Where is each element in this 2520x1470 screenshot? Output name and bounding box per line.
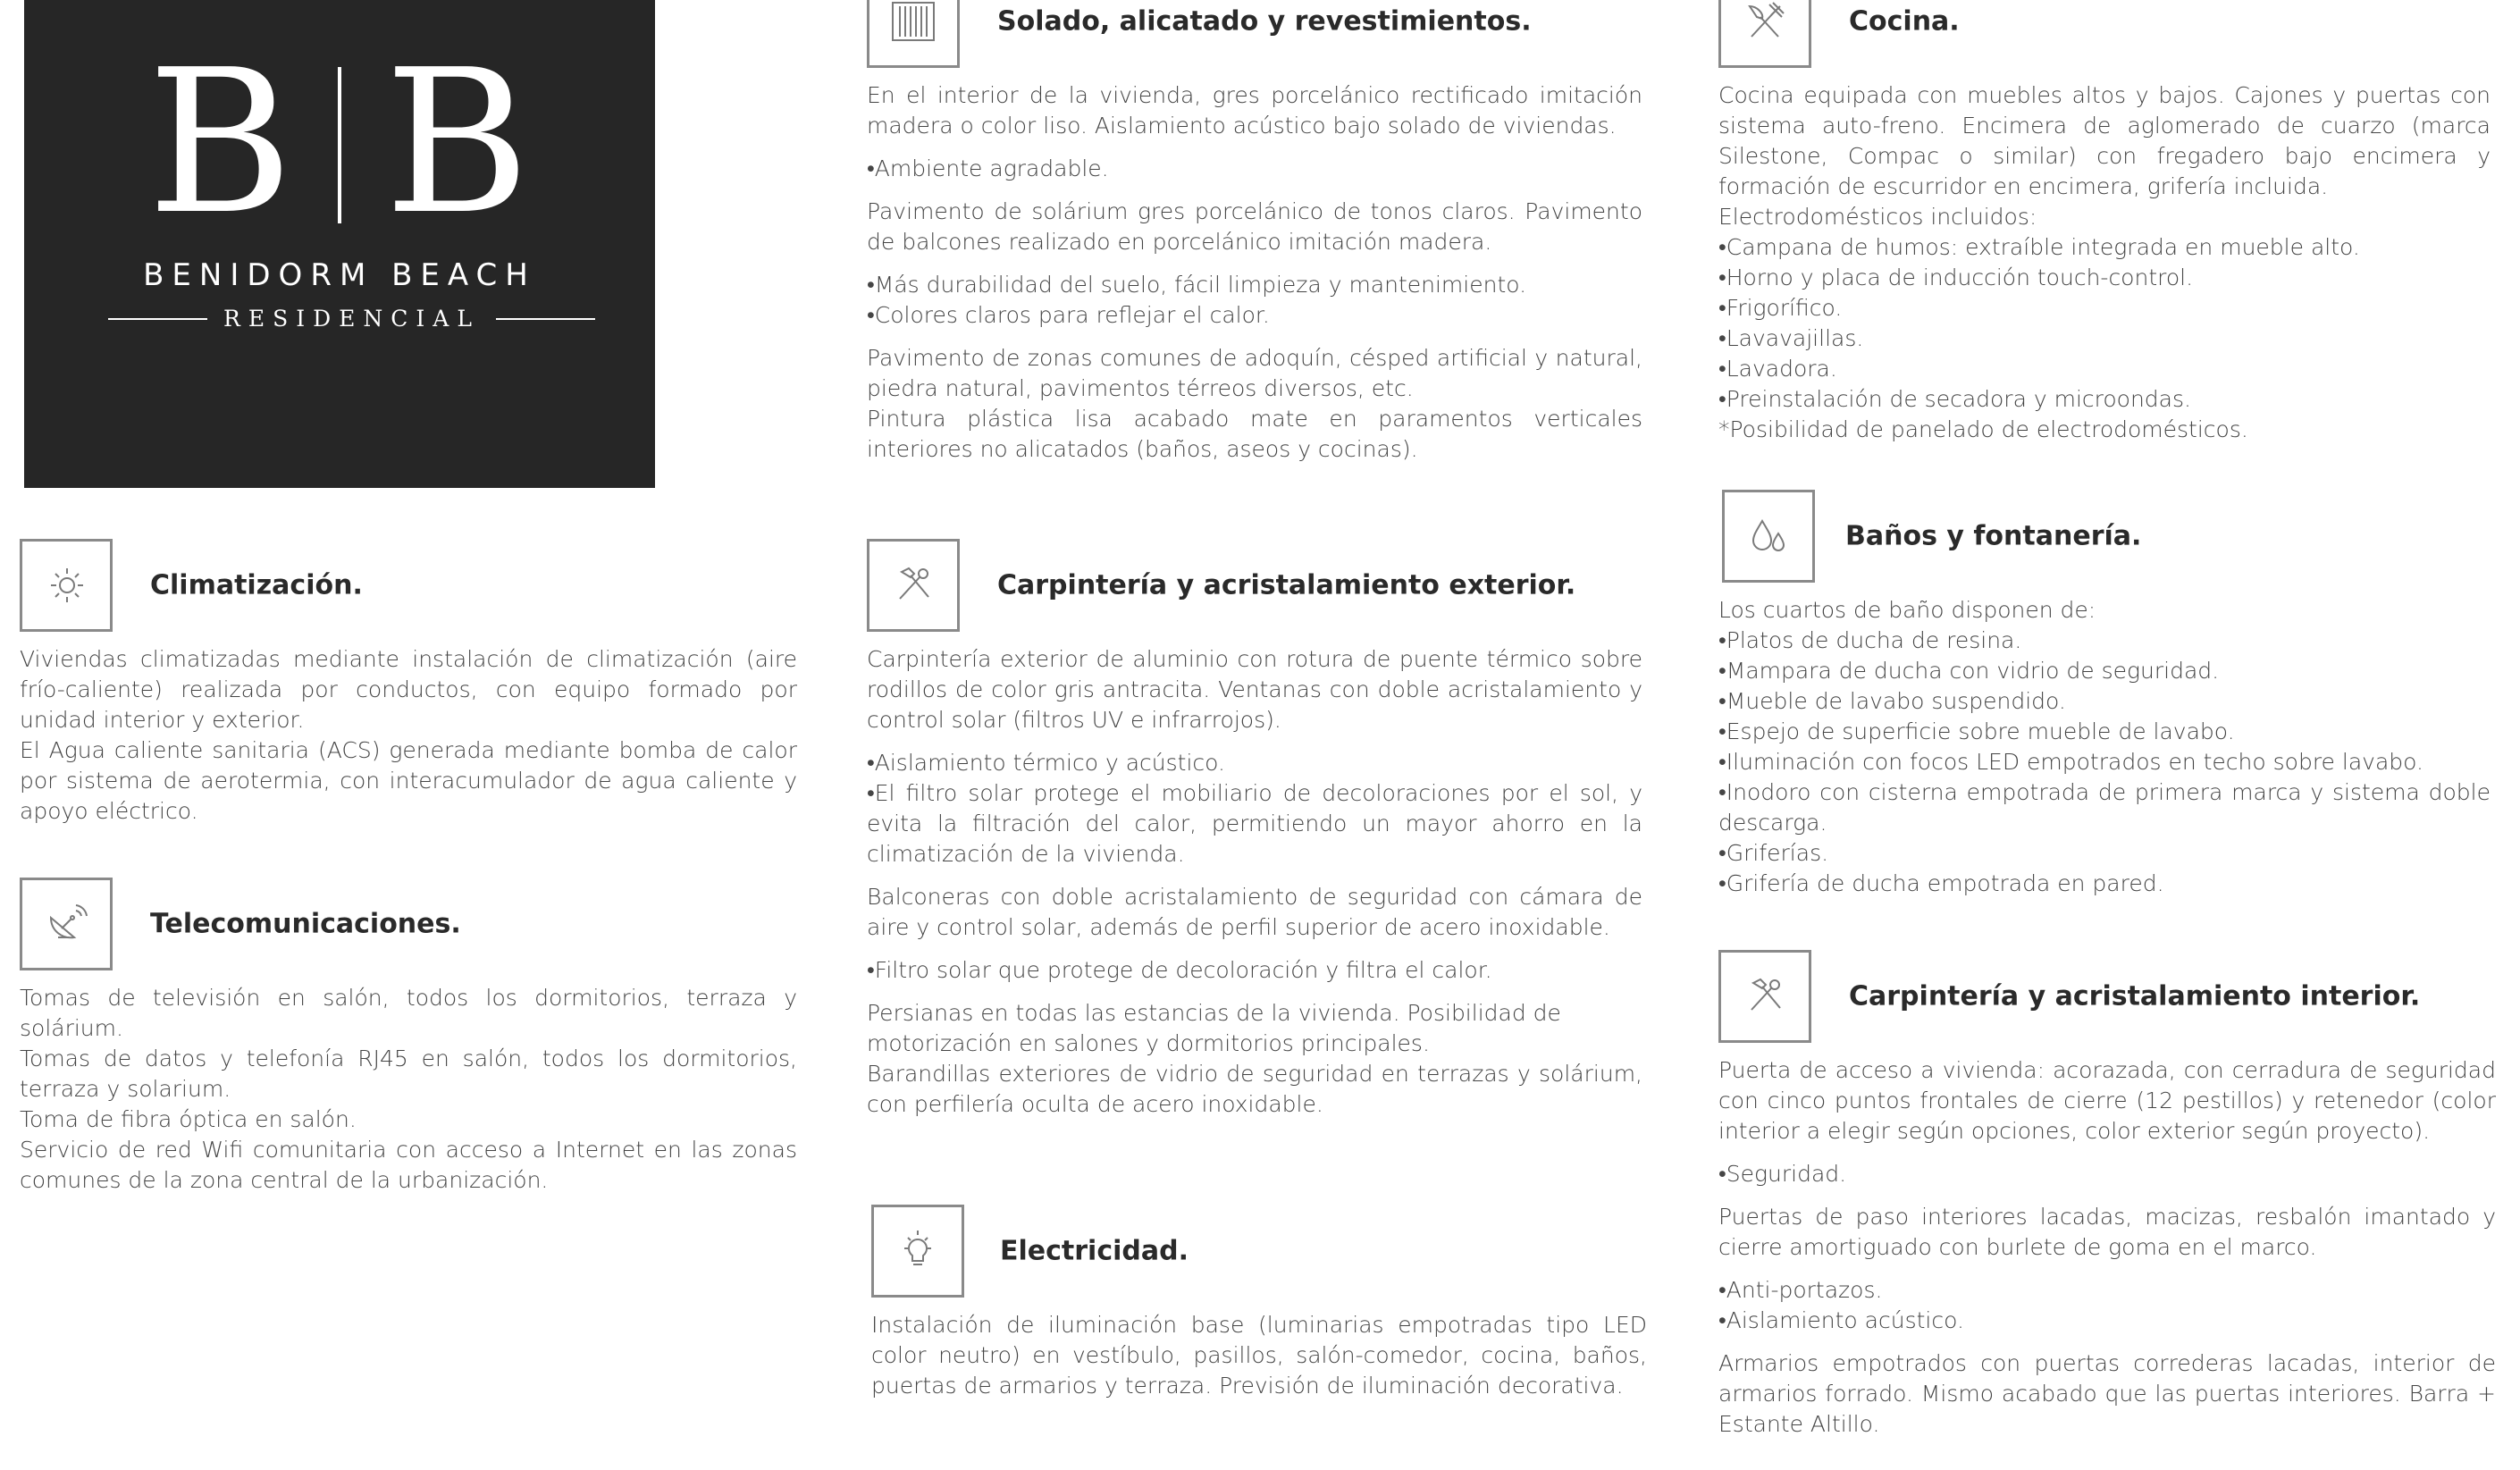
section-banos [1718, 490, 2491, 911]
paragraph: •Mueble de lavabo suspendido. [1718, 688, 2066, 714]
logo-divider [338, 67, 341, 223]
paragraph: •Inodoro con cisterna empotrada de primera marca y sistema doble descarga. [1718, 779, 2491, 836]
section-body [1718, 80, 2491, 445]
section-solado [867, 0, 1642, 477]
paragraph: Pavimento de solárium gres porcelánico de tonos claros. Pavimento de balcones realizado en porcelánico imitación madera. [867, 198, 1642, 255]
paragraph: •Aislamiento acústico. [1718, 1307, 1964, 1333]
paragraph: •Platos de ducha de resina. [1718, 627, 2022, 653]
logo-letter-right: B [384, 28, 533, 258]
section-body [867, 644, 1642, 1120]
section-header [20, 878, 797, 976]
section-carpinteria-interior [1718, 950, 2496, 1440]
paragraph: Tomas de datos y telefonía RJ45 en salón, todos los dormitorios, terraza y solarium. [20, 1046, 797, 1102]
logo-brand-name: BENIDORM BEACH [143, 257, 536, 293]
climate-icon [20, 539, 113, 632]
section-title: Carpintería y acristalamiento interior. [1849, 980, 2421, 1012]
paragraph: •Ambiente agradable. [867, 155, 1109, 181]
paragraph: •Griferías. [1718, 840, 1829, 866]
section-carpinteria-exterior [867, 539, 1642, 1132]
paragraph: El Agua caliente sanitaria (ACS) generada mediante bomba de calor por sistema de aerotermia, con interacumulador de agua caliente y apoyo eléctrico. [20, 737, 797, 824]
section-header [1718, 950, 2496, 1048]
section-header [1718, 0, 2491, 73]
section-header [1718, 490, 2491, 588]
paragraph: Instalación de iluminación base (luminarias empotradas tipo LED color neutro) en vestíbulo, pasillos, salón-comedor, cocina, baños, puertas de armarios y terraza. Previsión de iluminación decorativa. [871, 1312, 1647, 1399]
paragraph: Persianas en todas las estancias de la vivienda. Posibilidad de motorización en salones y dormitorios principales. [867, 1000, 1561, 1056]
paragraph: •Colores claros para reflejar el calor. [867, 302, 1270, 328]
section-title: Cocina. [1849, 5, 1960, 38]
section-title: Electricidad. [1000, 1235, 1189, 1267]
knife-fork-icon [1718, 0, 1811, 68]
paragraph: Carpintería exterior de aluminio con rotura de puente térmico sobre rodillos de color gris antracita. Ventanas con doble acristalamiento y control solar (filtros UV e infrarrojos). [867, 646, 1642, 733]
logo-rule-left [108, 318, 207, 320]
paragraph: Puertas de paso interiores lacadas, macizas, resbalón imantado y cierre amortiguado con burlete de goma en el marco. [1718, 1204, 2496, 1260]
paragraph: •Lavadora. [1718, 356, 1837, 382]
flooring-icon [867, 0, 960, 68]
section-cocina [1718, 0, 2491, 445]
section-body [1718, 595, 2491, 899]
logo-letter-left: B [147, 28, 295, 258]
section-header [867, 539, 1642, 637]
paragraph: •Espejo de superficie sobre mueble de lavabo. [1718, 718, 2235, 744]
paragraph: •Preinstalación de secadora y microondas. [1718, 386, 2191, 412]
light-bulb-icon [871, 1205, 964, 1298]
section-header [871, 1205, 1647, 1303]
satellite-dish-icon [20, 878, 113, 970]
section-electricidad [871, 1205, 1647, 1414]
paragraph: •Iluminación con focos LED empotrados en techo sobre lavabo. [1718, 749, 2423, 775]
paragraph: •Mampara de ducha con vidrio de seguridad. [1718, 658, 2220, 684]
section-body [1718, 1055, 2496, 1440]
paragraph: •Aislamiento térmico y acústico. [867, 750, 1225, 776]
paragraph: En el interior de la vivienda, gres porcelánico rectificado imitación madera o color liso. Aislamiento acústico bajo solado de viviendas. [867, 82, 1642, 139]
paragraph: Electrodomésticos incluidos: [1718, 204, 2037, 230]
paragraph: Armarios empotrados con puertas correderas lacadas, interior de armarios forrado. Mismo acabado que las puertas interiores. Barra + Estante Altillo. [1718, 1350, 2496, 1437]
paragraph: •Frigorífico. [1718, 295, 1843, 321]
section-header [867, 0, 1642, 73]
paragraph: Toma de fibra óptica en salón. [20, 1106, 357, 1132]
section-body [871, 1310, 1647, 1401]
section-title: Baños y fontanería. [1845, 520, 2142, 552]
paragraph: •Más durabilidad del suelo, fácil limpieza y mantenimiento. [867, 272, 1527, 298]
section-climatizacion [20, 539, 797, 839]
section-title: Climatización. [150, 569, 363, 601]
paragraph: •Horno y placa de inducción touch-control. [1718, 265, 2194, 290]
paragraph: Barandillas exteriores de vidrio de seguridad en terrazas y solárium, con perfilería oculta de acero inoxidable. [867, 1061, 1642, 1117]
section-title: Carpintería y acristalamiento exterior. [997, 569, 1576, 601]
hammer-wrench-icon [1718, 950, 1811, 1043]
paragraph: •Filtro solar que protege de decoloración y filtra el calor. [867, 957, 1492, 983]
logo-subtitle: RESIDENCIAL [223, 306, 480, 332]
section-title: Solado, alicatado y revestimientos. [997, 5, 1532, 38]
logo-rule-right [496, 318, 595, 320]
paragraph: •Lavavajillas. [1718, 325, 1864, 351]
paragraph: Balconeras con doble acristalamiento de seguridad con cámara de aire y control solar, además de perfil superior de acero inoxidable. [867, 884, 1642, 940]
paragraph: •Seguridad. [1718, 1161, 1847, 1187]
section-body [20, 644, 797, 827]
paragraph: Puerta de acceso a vivienda: acorazada, con cerradura de seguridad con cinco puntos frontales de cierre (12 pestillos) y retenedor (color interior a elegir según opciones, color exterior según proyecto). [1718, 1057, 2496, 1144]
paragraph: Servicio de red Wifi comunitaria con acceso a Internet en las zonas comunes de la zona central de la urbanización. [20, 1137, 797, 1193]
section-title: Telecomunicaciones. [150, 908, 461, 940]
paragraph: •Anti-portazos. [1718, 1277, 1883, 1303]
section-header [20, 539, 797, 637]
paragraph: Cocina equipada con muebles altos y bajos. Cajones y puertas con sistema auto-freno. Encimera de aglomerado de cuarzo (marca Silestone, Compac o similar) con fregadero bajo encimera y formación de escurridor en encimera, grifería incluida. [1718, 82, 2491, 199]
paragraph: Viviendas climatizadas mediante instalación de climatización (aire frío-caliente) realizada por conductos, con equipo formado por unidad interior y exterior. [20, 646, 797, 733]
paragraph: •Campana de humos: extraíble integrada en mueble alto. [1718, 234, 2360, 260]
section-telecom [20, 878, 797, 1208]
brand-logo [24, 0, 655, 488]
paragraph: Pintura plástica lisa acabado mate en paramentos verticales interiores no alicatados (baños, aseos y cocinas). [867, 406, 1642, 462]
paragraph: Tomas de televisión en salón, todos los dormitorios, terraza y solárium. [20, 985, 797, 1041]
paragraph: •El filtro solar protege el mobiliario de decoloraciones por el sol, y evita la filtración del calor, permitiendo un mayor ahorro en la climatización de la vivienda. [867, 780, 1642, 867]
paragraph: Pavimento de zonas comunes de adoquín, césped artificial y natural, piedra natural, pavimentos térreos diversos, etc. [867, 345, 1642, 401]
paragraph: •Grifería de ducha empotrada en pared. [1718, 870, 2164, 896]
water-drops-icon [1722, 490, 1815, 583]
logo-subtitle-row [108, 306, 595, 332]
section-body [867, 80, 1642, 465]
paragraph: Los cuartos de baño disponen de: [1718, 597, 2096, 623]
paragraph: *Posibilidad de panelado de electrodomésticos. [1718, 416, 2248, 442]
hammer-wrench-icon [867, 539, 960, 632]
section-body [20, 983, 797, 1196]
